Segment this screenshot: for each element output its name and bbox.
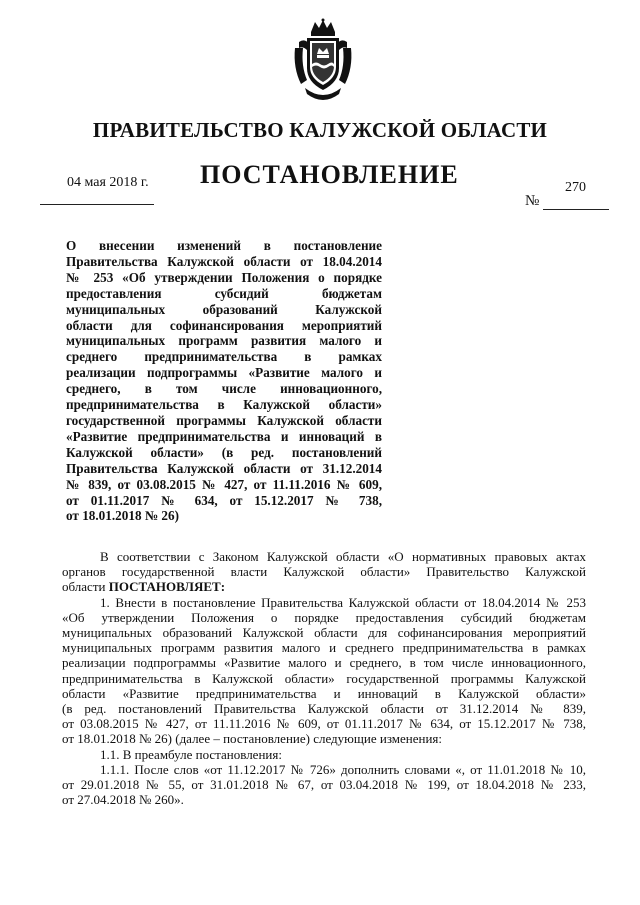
subject-line: Калужской области» (в ред. постановлений: [66, 444, 382, 460]
item-1-1-1-line: от 29.01.2018 № 55, от 31.01.2018 № 67, от 03.04.2018 № 199, от 18.04.2018 № 233,: [62, 777, 586, 793]
item-1-1-1-line: от 27.04.2018 № 260».: [62, 792, 184, 808]
preamble-last-prefix: области: [62, 579, 109, 595]
government-title: ПРАВИТЕЛЬСТВО КАЛУЖСКОЙ ОБЛАСТИ: [92, 118, 548, 142]
document-subject: [66, 238, 382, 524]
subject-line: предпринимательства в Калужской области»: [66, 397, 382, 413]
subject-line: «Развитие предпринимательства и инноваций в: [66, 428, 382, 444]
subject-line: Правительства Калужской области от 18.04.2014: [66, 253, 382, 269]
preamble-line: органов государственной власти Калужской области» Правительство Калужской: [62, 564, 586, 580]
subject-line: от 18.01.2018 № 26): [66, 508, 179, 524]
paragraph-line: области «Развитие предпринимательства и инноваций в Калужской области»: [62, 685, 586, 701]
subject-line: № 839, от 03.08.2015 № 427, от 11.11.2016 № 609,: [66, 476, 382, 492]
paragraph-line: от 18.01.2018 № 26) (далее – постановление) следующие изменения:: [62, 731, 443, 747]
subject-line: реализации подпрограммы «Развитие малого и: [66, 365, 382, 381]
subject-line: О внесении изменений в постановление: [66, 238, 382, 253]
document-number: 270: [565, 180, 586, 195]
subject-line: государственной программы Калужской области: [66, 412, 382, 428]
paragraph-line: муниципальных образований Калужской области для софинансирования мероприятий: [62, 625, 586, 641]
document-body: [62, 549, 586, 807]
item-1-1: 1.1. В преамбуле постановления:: [100, 746, 282, 762]
subject-line: муниципальных образований Калужской: [66, 301, 382, 317]
preamble-decree-line: [62, 579, 586, 594]
number-underline: [543, 209, 609, 210]
preamble-line: В соответствии с Законом Калужской области «О нормативных правовых актах: [100, 549, 586, 564]
kaluga-coat-of-arms-icon: [291, 18, 355, 102]
number-sign: №: [525, 193, 540, 209]
paragraph-line: от 03.08.2015 № 427, от 11.11.2016 № 609, от 01.11.2017 № 634, от 15.12.2017 № 738,: [62, 716, 586, 732]
document-type-heading: ПОСТАНОВЛЕНИЕ: [200, 160, 459, 189]
paragraph-line: 1. Внести в постановление Правительства Калужской области от 18.04.2014 № 253: [100, 594, 586, 610]
paragraph-line: реализации подпрограммы «Развитие малого и среднего, в том числе инновационного,: [62, 655, 586, 671]
subject-line: от 01.11.2017 № 634, от 15.12.2017 № 738,: [66, 492, 382, 508]
item-1-1-1-line: 1.1.1. После слов «от 11.12.2017 № 726» дополнить словами «, от 11.01.2018 № 10,: [100, 761, 586, 777]
subject-line: среднего предпринимательства в рамках: [66, 349, 382, 365]
paragraph-line: «Об утверждении Положения о порядке предоставления субсидий бюджетам: [62, 609, 586, 625]
subject-line: среднего, в том числе инновационного,: [66, 381, 382, 397]
date-underline: [40, 204, 154, 205]
subject-line: № 253 «Об утверждении Положения о порядке: [66, 269, 382, 285]
paragraph-line: предпринимательства в Калужской области» государственной программы Калужской: [62, 670, 586, 686]
subject-line: муниципальных программ развития малого и: [66, 333, 382, 349]
subject-line: предоставления субсидий бюджетам: [66, 285, 382, 301]
decree-word: ПОСТАНОВЛЯЕТ:: [108, 579, 226, 595]
paragraph-line: (в ред. постановлений Правительства Калужской области от 31.12.2014 № 839,: [62, 701, 586, 717]
subject-line: Правительства Калужской области от 31.12.2014: [66, 460, 382, 476]
paragraph-line: муниципальных программ развития малого и среднего предпринимательства в рамках: [62, 640, 586, 656]
subject-line: области для софинансирования мероприятий: [66, 317, 382, 333]
document-date: 04 мая 2018 г.: [67, 175, 149, 190]
